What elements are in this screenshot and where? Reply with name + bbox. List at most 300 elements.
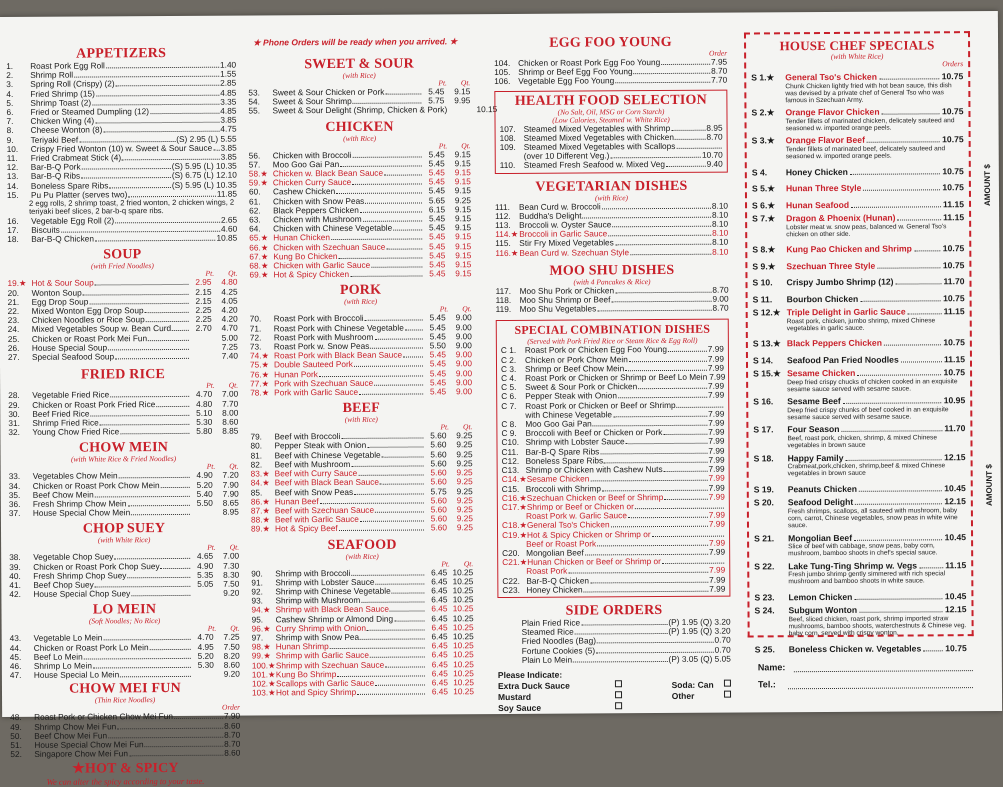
platter-description: 2 egg rolls, 2 shrimp toast, 2 fried wonton, 2 chicken wings, 2 teriyaki beef slices, 2 bar-b-q spare ribs. bbox=[7, 199, 237, 217]
item-price: 8.10 bbox=[712, 229, 728, 238]
menu-item[interactable] bbox=[496, 304, 729, 315]
item-price: 8.10 bbox=[712, 220, 728, 229]
item-name: Beef with Chinese Vegetable bbox=[275, 450, 381, 460]
item-name: Pepper Steak with Onion bbox=[274, 441, 366, 451]
indicate-option[interactable] bbox=[498, 691, 622, 703]
item-number: 29. bbox=[8, 400, 32, 409]
house-special-item[interactable] bbox=[753, 294, 965, 305]
item-price: 8.95 bbox=[706, 123, 722, 132]
dot-leader bbox=[374, 384, 423, 385]
section-title: VEGETARIAN DISHES bbox=[495, 178, 728, 194]
pint-price: 6.45 bbox=[425, 595, 447, 604]
item-name: Chicken or Roast Pork Chop Suey bbox=[33, 562, 159, 572]
item-name: Boneless Chicken w. Vegetables bbox=[789, 644, 922, 654]
item-name: Vegetable Egg Roll (2) bbox=[31, 216, 114, 226]
item-number: C12. bbox=[502, 457, 526, 466]
item-name: Hunan Beef bbox=[275, 497, 319, 506]
item-price: 7.99 bbox=[708, 456, 724, 465]
item-number: 62. bbox=[249, 206, 273, 215]
dot-leader bbox=[908, 313, 942, 314]
item-price: 7.99 bbox=[709, 566, 725, 575]
section-subtitle: (with Rice) bbox=[250, 415, 472, 424]
menu-item[interactable] bbox=[498, 654, 731, 665]
dot-leader bbox=[358, 475, 423, 476]
item-name: Boneless Spare Ribs bbox=[526, 456, 604, 466]
dot-leader bbox=[867, 142, 940, 143]
dot-leader bbox=[590, 581, 708, 583]
name-label: Name: bbox=[758, 662, 786, 672]
dot-leader bbox=[392, 592, 425, 593]
item-name: Shrimp with Szechuan Sauce bbox=[276, 660, 384, 670]
quart-price: 8.60 bbox=[212, 418, 238, 427]
pint-price: 5.45 bbox=[424, 351, 446, 360]
house-special-item[interactable] bbox=[753, 338, 965, 349]
dot-leader bbox=[895, 283, 941, 284]
item-name: Moo Shu Pork or Chicken bbox=[520, 286, 615, 296]
item-name: Vegetable Fried Rice bbox=[32, 391, 109, 401]
item-price: 10.45 bbox=[944, 484, 966, 494]
item-number: S 12.★ bbox=[753, 308, 787, 318]
item-number: 70. bbox=[250, 315, 274, 324]
quart-price: 7.25 bbox=[214, 633, 240, 642]
dot-leader bbox=[367, 447, 423, 448]
item-number: C17.★ bbox=[502, 503, 527, 512]
dot-leader bbox=[568, 572, 708, 574]
quart-price: 8.60 bbox=[214, 661, 240, 670]
dot-leader bbox=[897, 219, 941, 220]
item-number: 10. bbox=[7, 145, 31, 154]
item-name: Shrimp Roll bbox=[30, 71, 73, 80]
item-name: Orange Flavor Beef bbox=[786, 136, 865, 146]
menu-item[interactable] bbox=[8, 427, 238, 438]
house-special-item[interactable] bbox=[752, 167, 964, 178]
item-name: Hot and Spicy Shrimp bbox=[276, 688, 356, 698]
item-number: S 21. bbox=[754, 534, 788, 544]
dot-leader bbox=[914, 250, 941, 251]
quart-price: 9.25 bbox=[447, 496, 473, 505]
item-number: S 9.★ bbox=[752, 262, 786, 272]
item-name: Moo Shu Vegetables bbox=[520, 305, 597, 315]
quart-price: 7.50 bbox=[213, 580, 239, 589]
tel-field[interactable] bbox=[788, 678, 973, 689]
item-number: 24. bbox=[8, 325, 32, 334]
checkbox[interactable] bbox=[615, 691, 622, 698]
checkbox[interactable] bbox=[724, 680, 731, 687]
item-price: 8.10 bbox=[712, 210, 728, 219]
pint-price: 5.60 bbox=[425, 478, 447, 487]
item-name: Roast Pork or Chicken Egg Foo Young bbox=[525, 345, 667, 355]
house-special-item[interactable] bbox=[753, 355, 965, 366]
item-description: Deep fried crispy chucks of chicken cooked in an exquisite sesame sauce served with sesame sauce. bbox=[753, 378, 965, 394]
quart-price: 9.25 bbox=[447, 523, 473, 532]
item-name: Hot & Sour Soup bbox=[31, 279, 93, 289]
item-number: 11. bbox=[7, 154, 31, 163]
menu-item[interactable] bbox=[502, 584, 725, 595]
house-special-item[interactable] bbox=[752, 244, 964, 255]
item-name: Chicken Wing (4) bbox=[30, 117, 94, 127]
item-number: C16.★ bbox=[502, 494, 527, 503]
dot-leader bbox=[860, 300, 941, 301]
item-name: Moo Goo Gai Pan bbox=[525, 420, 591, 430]
section-title: MOO SHU DISHES bbox=[495, 262, 728, 278]
item-price: 8.10 bbox=[712, 238, 728, 247]
section-subtitle: (Served with Pork Fried Rice or Steam Rice & Egg Roll) bbox=[501, 337, 724, 346]
pint-price: 5.05 bbox=[191, 580, 213, 589]
dot-leader bbox=[350, 276, 422, 277]
pint-header: Pt. bbox=[206, 381, 215, 390]
item-name: with Chinese Vegetable bbox=[525, 410, 612, 420]
item-price: 10.75 bbox=[944, 368, 966, 378]
quart-price: 10.25 bbox=[447, 595, 473, 604]
house-special-item[interactable] bbox=[752, 183, 964, 194]
item-price: (S) 5.95 (L) 10.35 bbox=[172, 162, 237, 172]
dot-leader bbox=[213, 150, 219, 151]
column-2 bbox=[248, 56, 474, 698]
item-name: Sweet & Sour Pork or Chicken bbox=[525, 382, 637, 392]
section-subtitle: (with White Rice) bbox=[9, 536, 239, 545]
indicate-option[interactable] bbox=[498, 702, 622, 714]
quart-header: Qt. bbox=[229, 381, 238, 390]
menu-item[interactable] bbox=[7, 234, 237, 245]
menu-item[interactable] bbox=[249, 269, 471, 280]
item-name: Cashew Shrimp or Almond Ding bbox=[276, 614, 394, 624]
item-price: 8.70 bbox=[224, 740, 240, 749]
item-price: 7.90 bbox=[224, 712, 240, 721]
house-special-item[interactable] bbox=[752, 277, 964, 288]
item-number: 100.★ bbox=[252, 661, 276, 670]
dot-leader bbox=[857, 375, 941, 377]
dot-leader bbox=[110, 396, 189, 397]
item-name: Beef with Broccoli bbox=[274, 432, 340, 442]
item-name: (over 10 Different Veg.) bbox=[524, 152, 610, 162]
item-price: (P) 3.05 (Q) 5.05 bbox=[669, 654, 731, 664]
item-number: S 11. bbox=[753, 295, 787, 305]
checkbox[interactable] bbox=[615, 702, 622, 709]
item-name: Plain Fried Rice bbox=[522, 618, 581, 628]
item-number: 105. bbox=[494, 68, 518, 77]
quart-price: 10.15 bbox=[471, 105, 497, 114]
dot-leader bbox=[386, 248, 422, 249]
item-name: Black Peppers Chicken bbox=[273, 206, 359, 216]
item-number: 57. bbox=[249, 160, 273, 169]
indicate-option[interactable] bbox=[672, 680, 731, 691]
item-name: Shrimp Chow Mei Fun bbox=[34, 722, 116, 732]
house-special-item[interactable] bbox=[755, 644, 967, 655]
section-title: CHOW MEIN bbox=[8, 440, 238, 456]
pint-price: 5.45 bbox=[423, 233, 445, 242]
checkbox[interactable] bbox=[615, 680, 622, 687]
pint-price: 5.80 bbox=[190, 427, 212, 436]
item-price: 1.40 bbox=[220, 61, 236, 70]
item-number: 60. bbox=[249, 188, 273, 197]
quart-price: 9.15 bbox=[445, 251, 471, 260]
section-title: HEALTH FOOD SELECTION bbox=[499, 92, 722, 108]
quart-price: 7.25 bbox=[212, 342, 238, 351]
item-number: 83.★ bbox=[251, 469, 275, 478]
item-price: 11.15 bbox=[945, 561, 966, 571]
item-number: 41. bbox=[9, 581, 33, 590]
item-name: Crispy Fried Wonton (10) w. Sweet & Sour Sauce bbox=[31, 144, 213, 154]
dot-leader bbox=[384, 174, 422, 175]
dot-leader bbox=[901, 361, 942, 362]
item-number: 61. bbox=[249, 197, 273, 206]
item-price: 11.15 bbox=[944, 307, 965, 317]
quart-price: 4.25 bbox=[212, 287, 238, 296]
item-name: Moo Shu Shrimp or Beef bbox=[520, 295, 611, 305]
dot-leader bbox=[161, 486, 190, 487]
dot-leader bbox=[351, 465, 423, 466]
dot-leader bbox=[119, 477, 190, 478]
indicate-option[interactable] bbox=[672, 691, 731, 702]
checkbox[interactable] bbox=[724, 691, 731, 698]
item-name: Egg Drop Soup bbox=[32, 297, 89, 307]
item-number: 115. bbox=[495, 239, 519, 248]
menu-item[interactable] bbox=[8, 352, 238, 363]
menu-item[interactable] bbox=[9, 589, 239, 600]
dot-leader bbox=[374, 338, 422, 339]
item-name: Shrimp with Mushroom bbox=[275, 596, 360, 606]
item-price: 9.40 bbox=[707, 160, 723, 169]
item-number: S 19. bbox=[754, 485, 788, 495]
item-name: Roast Pork or Chicken or Shrimp or Beef Lo Mein bbox=[525, 373, 707, 383]
item-number: 45. bbox=[10, 653, 34, 662]
section-subtitle: (with Rice) bbox=[495, 193, 728, 202]
dot-leader bbox=[597, 544, 708, 546]
item-name: Steamed Mixed Vegetables with Chicken bbox=[524, 133, 674, 143]
pint-price: 4.70 bbox=[192, 633, 214, 642]
item-number: S 1.★ bbox=[751, 73, 785, 83]
pint-price: 5.60 bbox=[425, 450, 447, 459]
section-title: HOUSE CHEF SPECIALS bbox=[751, 37, 963, 53]
dot-leader bbox=[83, 294, 189, 296]
dot-leader bbox=[877, 267, 941, 268]
item-number: 35. bbox=[9, 491, 33, 500]
dot-leader bbox=[863, 189, 940, 190]
menu-item[interactable] bbox=[495, 247, 728, 258]
house-special-item[interactable] bbox=[752, 200, 964, 211]
quart-header: Qt. bbox=[229, 462, 238, 471]
pint-price: 2.70 bbox=[190, 324, 212, 333]
item-name: Beef with Snow Peas bbox=[275, 487, 353, 497]
pint-price: 6.45 bbox=[426, 632, 448, 641]
dot-leader bbox=[583, 217, 711, 219]
item-number: 102.★ bbox=[252, 679, 276, 688]
item-number: 52. bbox=[10, 750, 34, 759]
pint-price: 5.45 bbox=[423, 260, 445, 269]
item-number: 17. bbox=[7, 226, 31, 235]
pint-price: 5.75 bbox=[425, 487, 447, 496]
menu-item[interactable] bbox=[252, 687, 474, 698]
quart-price: 9.15 bbox=[445, 177, 471, 186]
house-special-item[interactable] bbox=[754, 484, 966, 495]
pint-price: 5.45 bbox=[423, 150, 445, 159]
item-number: 51. bbox=[10, 741, 34, 750]
house-special-item[interactable] bbox=[754, 592, 966, 603]
item-number: 66.★ bbox=[249, 243, 273, 252]
dot-leader bbox=[109, 187, 170, 188]
pint-price: 4.90 bbox=[191, 471, 213, 480]
item-number: 99.★ bbox=[252, 652, 276, 661]
item-name: Steamed Rice bbox=[522, 628, 574, 638]
item-number: 89.★ bbox=[251, 525, 275, 534]
item-price: 7.70 bbox=[711, 76, 727, 85]
item-price: 3.85 bbox=[220, 116, 236, 125]
item-number: 95. bbox=[252, 615, 276, 624]
pint-price: 5.60 bbox=[425, 505, 447, 514]
section-title: CHICKEN bbox=[249, 119, 471, 135]
item-name: Shrimp or Beef Egg Foo Young bbox=[518, 67, 632, 77]
item-number: 42. bbox=[9, 590, 33, 599]
item-price: 10.75 bbox=[942, 136, 964, 146]
item-number: 111. bbox=[495, 203, 519, 212]
quart-price: 9.15 bbox=[445, 187, 471, 196]
item-number: 33. bbox=[9, 472, 33, 481]
dot-leader bbox=[96, 94, 219, 96]
menu-item[interactable] bbox=[10, 749, 240, 760]
item-name: Pepper Steak with Onion bbox=[525, 392, 617, 402]
quart-price: 9.25 bbox=[446, 441, 472, 450]
item-price: (P) 1.95 (Q) 3.20 bbox=[668, 618, 730, 628]
dot-leader bbox=[652, 535, 724, 536]
menu-item[interactable] bbox=[10, 670, 240, 681]
item-number: 117. bbox=[496, 287, 520, 296]
menu-item[interactable] bbox=[251, 523, 473, 534]
dot-leader bbox=[859, 612, 943, 614]
item-name: Bar-B-Q Pork bbox=[31, 163, 81, 173]
item-name: General Tso's Chicken bbox=[785, 73, 877, 83]
dot-leader bbox=[638, 388, 707, 389]
name-field[interactable] bbox=[793, 661, 973, 672]
item-name: Dragon & Phoenix (Hunan) bbox=[786, 214, 895, 224]
item-price: 11.15 bbox=[943, 213, 964, 223]
item-number: S 4. bbox=[752, 168, 786, 178]
item-price: 7.99 bbox=[708, 363, 724, 372]
item-number: 85. bbox=[251, 488, 275, 497]
dot-leader bbox=[854, 539, 943, 541]
item-price: 8.70 bbox=[712, 285, 728, 294]
section-title: SWEET & SOUR bbox=[248, 56, 470, 72]
quart-price: 10.25 bbox=[447, 568, 473, 577]
item-number: 14. bbox=[7, 182, 31, 191]
item-number: 109. bbox=[500, 143, 524, 152]
item-number: 30. bbox=[8, 410, 32, 419]
dot-leader bbox=[156, 405, 189, 406]
quart-price: 9.20 bbox=[213, 589, 239, 598]
pint-price: 5.45 bbox=[424, 378, 446, 387]
item-price: 7.99 bbox=[708, 465, 724, 474]
item-name: Cashew Chicken bbox=[273, 187, 335, 197]
menu-item[interactable] bbox=[248, 106, 470, 117]
menu-item[interactable] bbox=[9, 508, 239, 519]
item-name: House Special Chow Mein bbox=[33, 508, 130, 518]
item-price: 7.99 bbox=[709, 474, 725, 483]
item-name: Hunan Pork bbox=[274, 370, 318, 379]
item-number: 56. bbox=[249, 151, 273, 160]
item-name: Chicken or Roast Pork Chow Mein bbox=[33, 481, 160, 491]
quart-price: 9.00 bbox=[446, 323, 472, 332]
pint-price: 5.30 bbox=[190, 418, 212, 427]
item-number: 96.★ bbox=[252, 624, 276, 633]
menu-item[interactable] bbox=[250, 387, 472, 398]
quart-price: 4.05 bbox=[212, 296, 238, 305]
item-number: 59.★ bbox=[249, 179, 273, 188]
item-name: Fortune Cookies (5) bbox=[522, 646, 595, 656]
section-title: CHOW MEI FUN bbox=[10, 681, 240, 697]
quart-price: 7.50 bbox=[214, 642, 240, 651]
house-special-item[interactable] bbox=[752, 261, 964, 272]
dot-leader bbox=[661, 64, 710, 65]
item-number: 103.★ bbox=[252, 689, 276, 698]
item-name: Hot & Spicy Beef bbox=[275, 524, 338, 534]
item-number: 64. bbox=[249, 225, 273, 234]
item-name: Beef with Black Bean Sauce bbox=[275, 478, 379, 488]
item-name: Black Peppers Chicken bbox=[787, 339, 882, 349]
item-price: 10.95 bbox=[944, 397, 966, 407]
pint-price: 6.45 bbox=[425, 577, 447, 586]
dot-leader bbox=[117, 727, 223, 729]
dot-leader bbox=[93, 667, 191, 669]
item-name: Roast Pork Egg Roll bbox=[30, 61, 105, 71]
item-price: 12.15 bbox=[945, 605, 967, 615]
item-name: Beef or Roast Pork bbox=[526, 539, 596, 549]
pint-price: 5.45 bbox=[422, 87, 444, 96]
quart-price: 9.15 bbox=[445, 205, 471, 214]
pint-header: Pt. bbox=[440, 423, 449, 432]
dot-leader bbox=[585, 554, 708, 556]
dot-leader bbox=[341, 438, 423, 440]
pint-price: 6.45 bbox=[425, 605, 447, 614]
dot-leader bbox=[615, 82, 710, 84]
pint-header: Pt. bbox=[207, 462, 216, 471]
item-description: Beef, roast pork, chicken, shrimp, & mixed Chinese vegetables in brown sauce bbox=[753, 434, 965, 450]
dot-leader bbox=[385, 93, 421, 94]
item-name: Four Season bbox=[787, 425, 839, 435]
dot-leader bbox=[613, 416, 707, 418]
pint-price: 6.45 bbox=[426, 623, 448, 632]
item-number: 73. bbox=[250, 342, 274, 351]
item-description: Roast pork, chicken, jumbo shrimp, mixed Chinese vegetables in garlic sauce. bbox=[753, 317, 965, 333]
indicate-option[interactable] bbox=[498, 680, 622, 692]
item-number: 23. bbox=[8, 316, 32, 325]
item-price: 11.15 bbox=[944, 355, 965, 365]
quart-price: 10.25 bbox=[448, 641, 474, 650]
item-name: Vegetable Chop Suey bbox=[33, 553, 113, 563]
item-name: Moo Goo Gai Pan bbox=[273, 160, 339, 170]
menu-item[interactable] bbox=[500, 160, 723, 171]
dot-leader bbox=[150, 113, 219, 114]
item-name: Fried Crabmeat Stick (4) bbox=[31, 153, 121, 163]
item-price: 10.75 bbox=[943, 244, 965, 254]
item-price: (S) 5.95 (L) 10.35 bbox=[172, 180, 237, 190]
item-number: S 7.★ bbox=[752, 214, 786, 224]
section-subtitle: (with Rice) bbox=[248, 71, 470, 80]
dot-leader bbox=[115, 358, 189, 359]
pint-price: 5.60 bbox=[424, 432, 446, 441]
item-name: Chicken with Broccoli bbox=[273, 151, 352, 161]
item-name: Spring Roll (Crispy) (2) bbox=[30, 80, 114, 90]
quart-price: 9.95 bbox=[444, 96, 470, 105]
quart-price: 9.25 bbox=[445, 196, 471, 205]
menu-item[interactable] bbox=[494, 76, 727, 87]
item-number: 22. bbox=[8, 307, 32, 316]
item-number: 101.★ bbox=[252, 670, 276, 679]
quart-price: 8.30 bbox=[213, 570, 239, 579]
item-name: Biscuits bbox=[31, 226, 60, 235]
item-name: Broccoli with Shrimp bbox=[526, 484, 601, 494]
quart-price: 8.85 bbox=[212, 427, 238, 436]
item-number: 88.★ bbox=[251, 515, 275, 524]
item-number: 80. bbox=[250, 442, 274, 451]
